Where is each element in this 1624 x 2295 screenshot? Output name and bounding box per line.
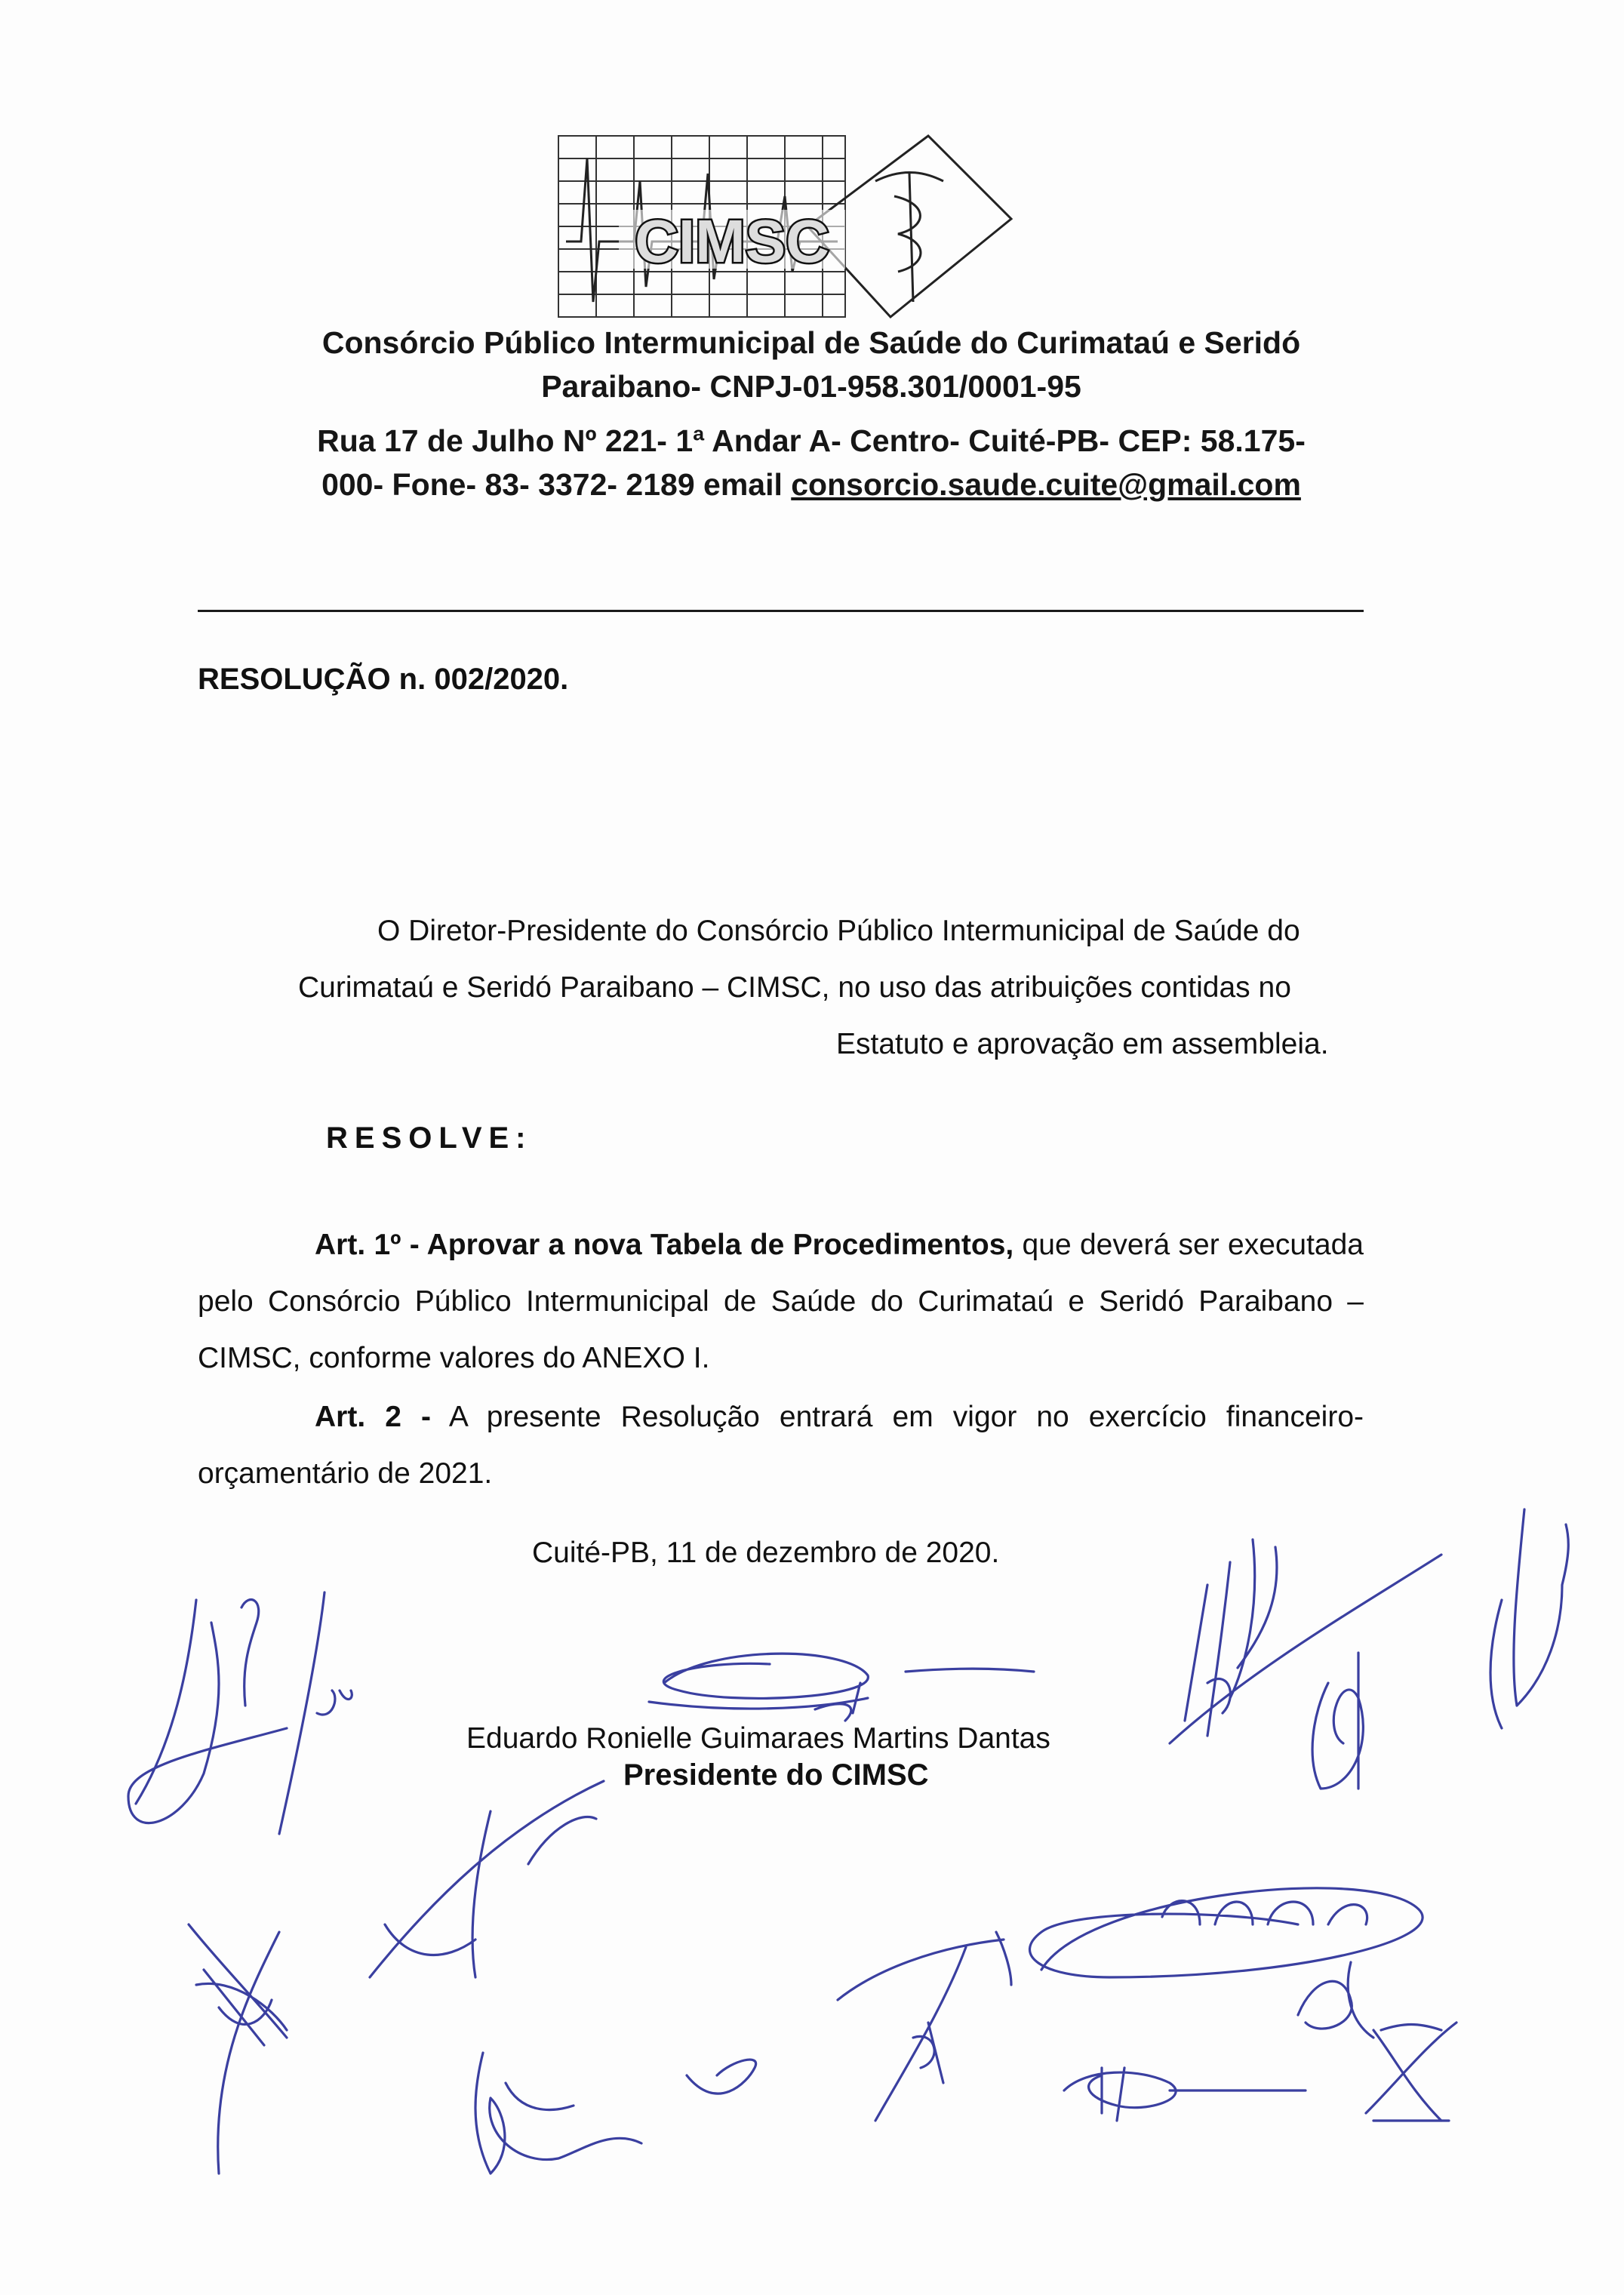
cimsc-logo	[551, 128, 1034, 332]
article-2	[198, 1389, 1364, 1502]
signature-bottom-8	[1358, 2015, 1464, 2128]
signer-role: Presidente do CIMSC	[623, 1758, 929, 1792]
signer-name: Eduardo Ronielle Guimaraes Martins Dantas	[466, 1722, 1050, 1755]
article-1	[198, 1217, 1364, 1386]
address-line2	[196, 463, 1426, 506]
president-signature	[619, 1638, 1041, 1736]
resolution-title: RESOLUÇÃO n. 002/2020.	[198, 663, 569, 696]
signature-right-1	[1162, 1517, 1449, 1804]
email-link[interactable]: consorcio.saude.cuite@gmail.com	[791, 467, 1301, 502]
signature-right-2	[1456, 1479, 1577, 1766]
address-header	[196, 419, 1426, 506]
signature-bottom-7	[1057, 2023, 1313, 2143]
address-line1: Rua 17 de Julho Nº 221- 1ª Andar A- Centro- Cuité-PB- CEP: 58.175-	[317, 423, 1306, 458]
article-1-text: que deverá ser executada pelo Consórcio Público Intermunicipal de Saúde do Curimataú e Seridó Paraibano – CIMSC, conforme valores do ANEXO I.	[198, 1229, 1364, 1374]
intro-line-1: O Diretor-Presidente do Consórcio Público Intermunicipal de Saúde do	[377, 915, 1300, 947]
article-1-label: Art. 1º - Aprovar a nova Tabela de Procedimentos,	[315, 1229, 1014, 1261]
article-2-text: A presente Resolução entrará em vigor no exercício financeiro-orçamentário de 2021.	[198, 1401, 1364, 1490]
resolve-heading: RESOLVE:	[326, 1121, 533, 1155]
signature-bottom-1	[174, 1917, 355, 2189]
intro-line-3: Estatuto e aprovação em assembleia.	[836, 1028, 1329, 1060]
org-name-line2: Paraibano- CNPJ-01-958.301/0001-95	[541, 369, 1081, 404]
intro-line-2: Curimataú e Seridó Paraibano – CIMSC, no uso das atribuições contidas no	[298, 971, 1291, 1004]
article-2-label: Art. 2 -	[315, 1401, 431, 1433]
signature-bottom-3	[445, 1962, 792, 2189]
logo-wordmark: CIMSC	[635, 208, 829, 275]
place-date: Cuité-PB, 11 de dezembro de 2020.	[532, 1537, 1000, 1569]
organization-header	[196, 321, 1426, 408]
header-divider	[198, 610, 1364, 612]
contact-prefix: 000- Fone- 83- 3372- 2189 email	[321, 467, 792, 502]
org-name-line1: Consórcio Público Intermunicipal de Saúde do Curimataú e Seridó	[321, 325, 1301, 360]
signature-bottom-2	[355, 1766, 626, 1985]
